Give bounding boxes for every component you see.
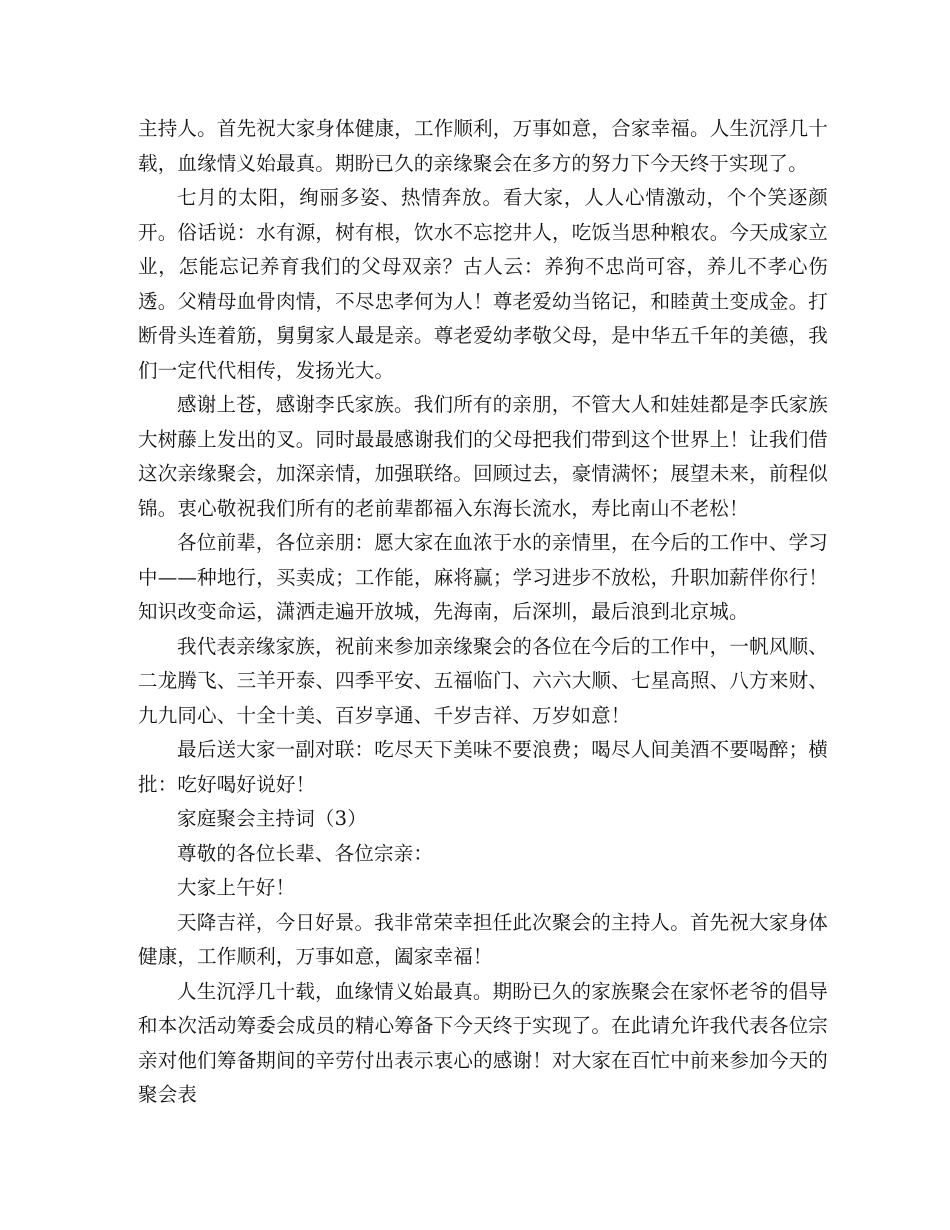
paragraph-thanks-family: 感谢上苍，感谢李氏家族。我们所有的亲朋，不管大人和娃娃都是李氏家族大树藤上发出的叉。同时最最感谢我们的父母把我们带到这个世界上！让我们借这次亲缘聚会，加深亲情，加强联络。回顾过去，豪情满怀；展望未来，前程似锦。衷心敬祝我们所有的老前辈都福入东海长流水，寿比南山不老松！ bbox=[138, 393, 828, 520]
paragraph-salutation: 尊敬的各位长辈、各位宗亲： bbox=[177, 841, 434, 865]
paragraph-gratitude: 人生沉浮几十载，血缘情义始最真。期盼已久的家族聚会在家怀老爷的倡导和本次活动筹委会成员的精心筹备下今天终于实现了。在此请允许我代表各位宗亲对他们筹备期间的辛劳付出表示衷心的感谢！对大家在百忙中前来参加今天的聚会表 bbox=[138, 979, 828, 1106]
paragraph-july-sun: 七月的太阳，绚丽多姿、热情奔放。看大家，人人心情激动，个个笑逐颜开。俗话说：水有源，树有根，饮水不忘挖井人，吃饭当思种粮农。今天成家立业，怎能忘记养育我们的父母双亲？古人云：养狗不忠尚可容，养儿不孝心伤透。父精母血骨肉情，不尽忠孝何为人！尊老爱幼当铭记，和睦黄土变成金。打断骨头连着筋，舅舅家人最是亲。尊老爱幼孝敬父母，是中华五千年的美德，我们一定代代相传，发扬光大。 bbox=[138, 186, 828, 382]
section-heading: 家庭聚会主持词（3） bbox=[177, 807, 367, 830]
paragraph-host-intro: 天降吉祥，今日好景。我非常荣幸担任此次聚会的主持人。首先祝大家身体健康，工作顺利，万事如意，阖家幸福！ bbox=[138, 910, 828, 968]
paragraph-blessings: 我代表亲缘家族，祝前来参加亲缘聚会的各位在今后的工作中，一帆风顺、二龙腾飞、三羊开泰、四季平安、五福临门、六六大顺、七星高照、八方来财、九九同心、十全十美、百岁享通、千岁吉祥、万岁如意！ bbox=[138, 634, 828, 727]
paragraph-continued-intro: 主持人。首先祝大家身体健康，工作顺利，万事如意，合家幸福。人生沉浮几十载，血缘情义始最真。期盼已久的亲缘聚会在多方的努力下今天终于实现了。 bbox=[138, 117, 828, 175]
paragraph-wishes-elders: 各位前辈，各位亲朋：愿大家在血浓于水的亲情里，在今后的工作中、学习中——种地行，买卖成；工作能，麻将赢；学习进步不放松，升职加薪伴你行！知识改变命运，潇洒走遍开放城，先海南，后深圳，最后浪到北京城。 bbox=[138, 531, 828, 623]
document-body bbox=[138, 112, 828, 1113]
paragraph-couplet: 最后送大家一副对联：吃尽天下美味不要浪费；喝尽人间美酒不要喝醉；横批：吃好喝好说好！ bbox=[138, 738, 828, 796]
paragraph-greeting: 大家上午好！ bbox=[177, 876, 296, 899]
